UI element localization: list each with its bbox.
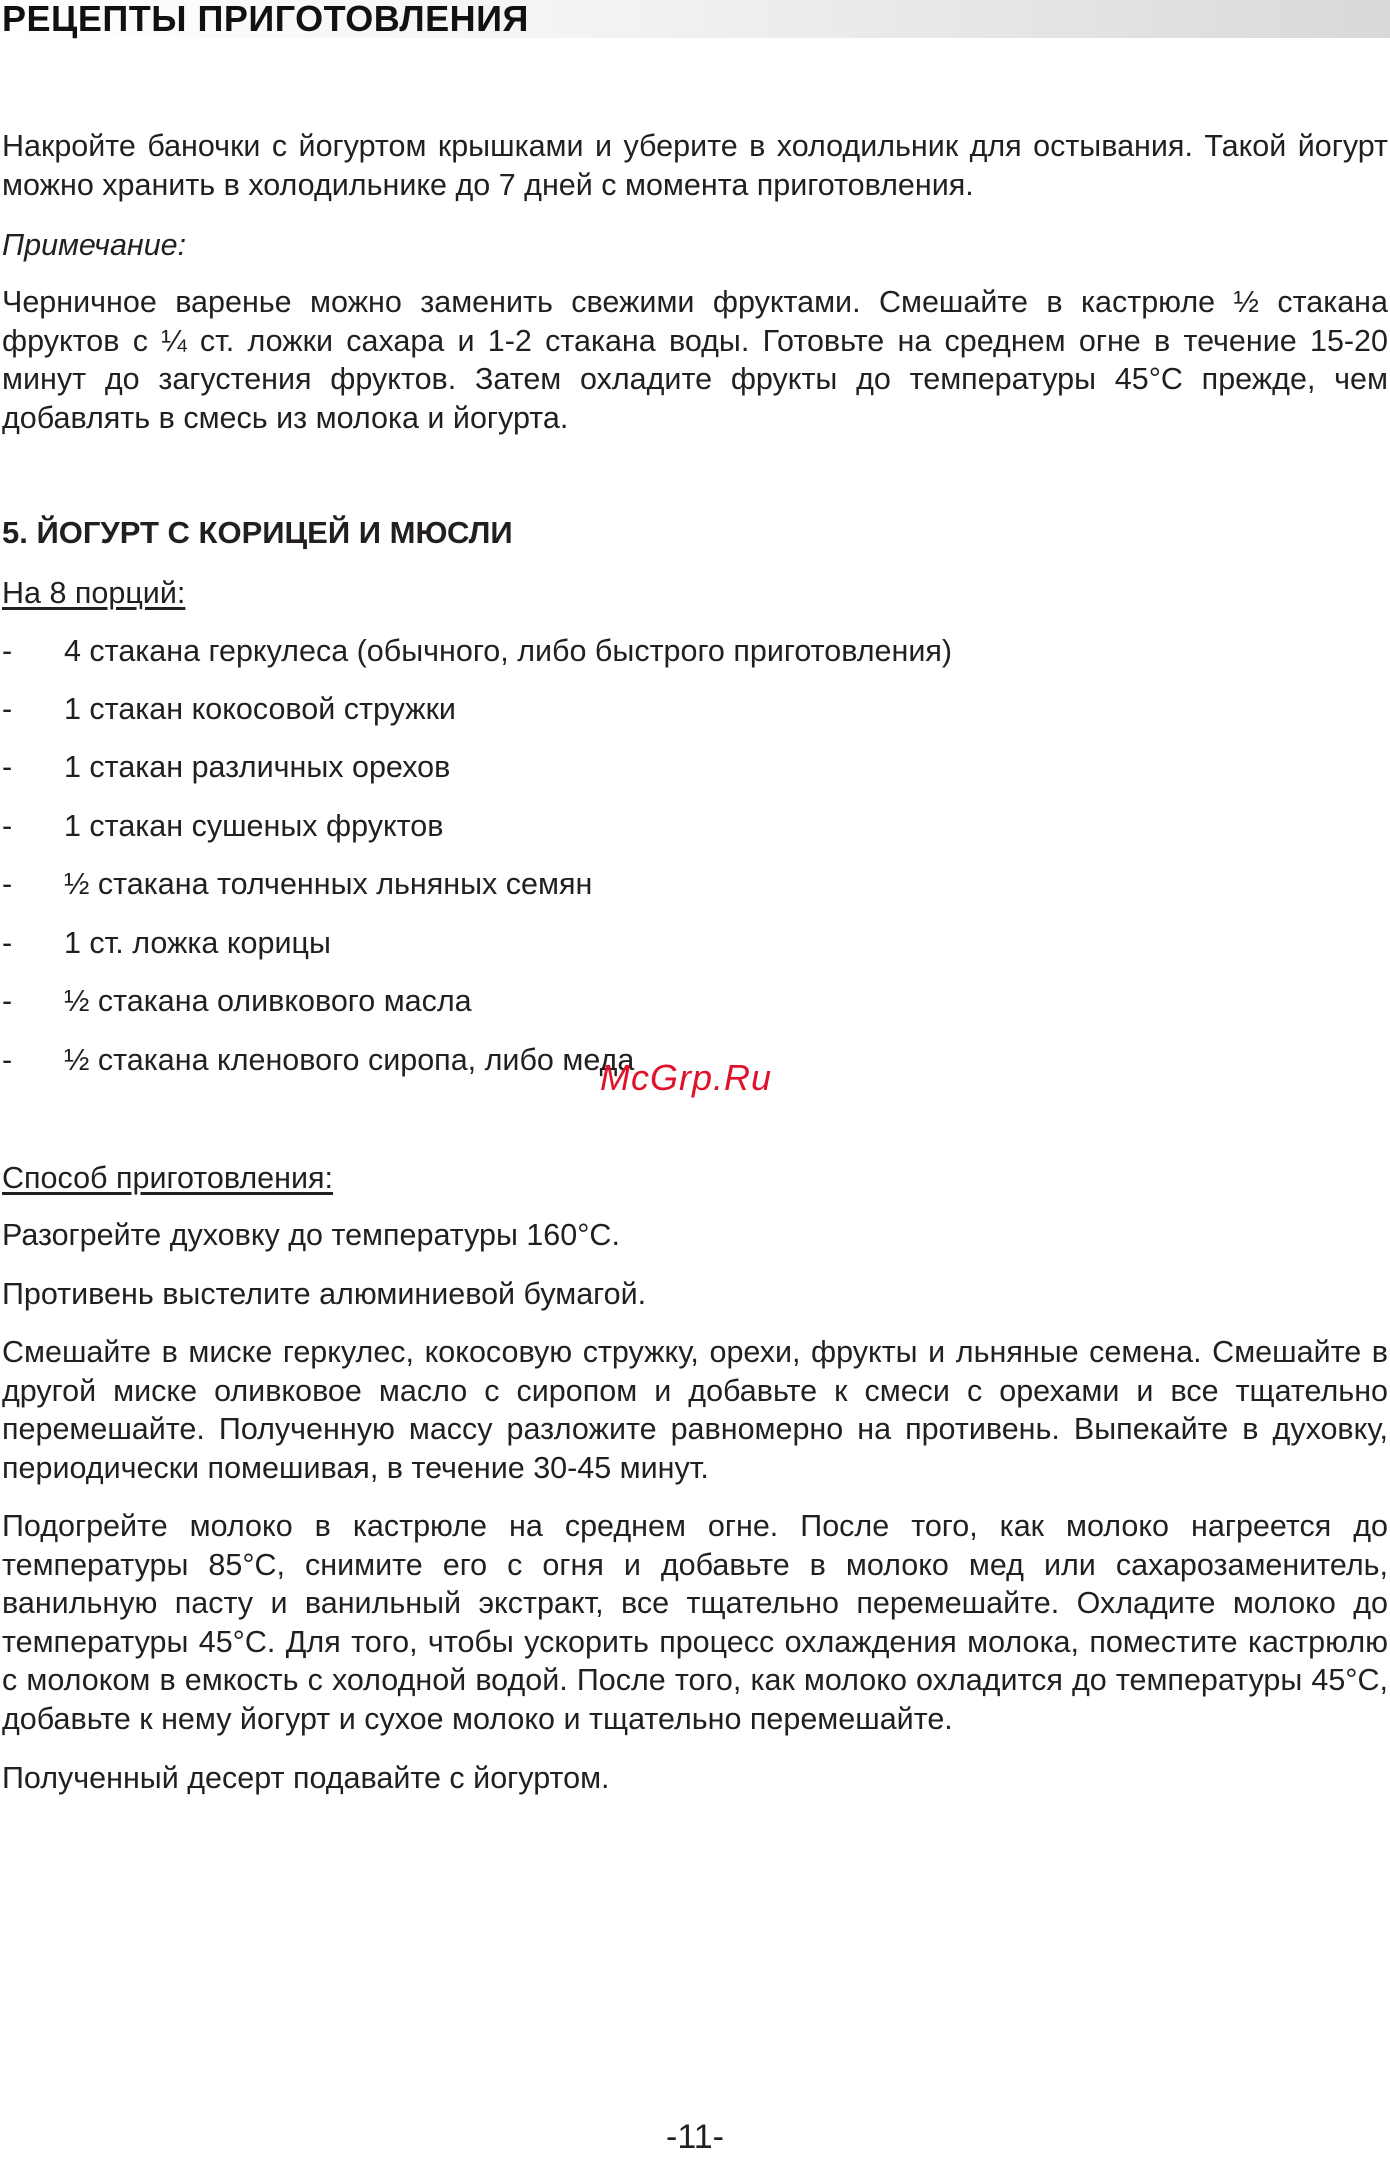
ingredient-text: ½ стакана толченных льняных семян (64, 867, 593, 901)
section-title: РЕЦЕПТЫ ПРИГОТОВЛЕНИЯ (2, 0, 529, 39)
ingredient-text: 4 стакана геркулеса (обычного, либо быстрого приготовления) (64, 634, 953, 668)
method-label: Способ приготовления: (2, 1161, 333, 1195)
ingredient-text: ½ стакана кленового сиропа, либо меда (64, 1043, 635, 1077)
list-dash: - (2, 1043, 13, 1077)
servings-label: На 8 порций: (2, 576, 186, 610)
list-dash: - (2, 750, 13, 784)
note-text: Черничное варенье можно заменить свежими фруктами. Смешайте в кастрюле ½ стакана фруктов с ¼ ст. ложки сахара и 1-2 стакана воды. Готовьте на среднем огне в течение 15-20 минут до загустения фруктов. Затем охладите фрукты до температуры 45°С прежде, чем добавлять в смесь из молока и йогурта. (2, 285, 1388, 435)
list-dash: - (2, 867, 13, 901)
page-number: -11- (666, 2118, 724, 2156)
ingredient-text: ½ стакана оливкового масла (64, 984, 472, 1018)
ingredient-text: 1 стакан сушеных фруктов (64, 809, 444, 843)
method-step: Подогрейте молоко в кастрюле на среднем огне. После того, как молоко нагреется до температуры 85°С, снимите его с огня и добавьте в молоко мед или сахарозаменитель, ванильную пасту и ванильный экстракт, все тщательно перемешайте. Охладите молоко до температуры 45°С. Для того, чтобы ускорить процесс охлаждения молока, поместите кастрюлю с молоком в емкость с холодной водой. После того, как молоко охладится до температуры 45°С, добавьте к нему йогурт и сухое молоко и тщательно перемешайте. (2, 1509, 1388, 1736)
list-dash: - (2, 926, 13, 960)
section-header-bar (0, 0, 1390, 38)
method-step: Разогрейте духовку до температуры 160°С. (2, 1218, 620, 1252)
ingredient-text: 1 стакан различных орехов (64, 750, 451, 784)
list-dash: - (2, 809, 13, 843)
list-dash: - (2, 692, 13, 726)
recipe-title: 5. ЙОГУРТ С КОРИЦЕЙ И МЮСЛИ (2, 515, 513, 550)
method-step: Противень выстелите алюминиевой бумагой. (2, 1277, 647, 1311)
note-label: Примечание: (2, 228, 187, 262)
method-step: Смешайте в миске геркулес, кокосовую стружку, орехи, фрукты и льняные семена. Смешайте в другой миске оливковое масло с сиропом и добавьте к смеси с орехами и все тщательно перемешайте. Полученную массу разложите равномерно на противень. Выпекайте в духовку, периодически помешивая, в течение 30-45 минут. (2, 1335, 1388, 1485)
intro-paragraph: Накройте баночки с йогуртом крышками и уберите в холодильник для остывания. Такой йогурт можно хранить в холодильнике до 7 дней с момента приготовления. (2, 129, 1388, 202)
list-dash: - (2, 984, 13, 1018)
watermark: McGrp.Ru (600, 1057, 773, 1098)
ingredient-text: 1 ст. ложка корицы (64, 926, 331, 960)
list-dash: - (2, 634, 13, 668)
ingredient-text: 1 стакан кокосовой стружки (64, 692, 456, 726)
method-step: Полученный десерт подавайте с йогуртом. (2, 1761, 610, 1795)
